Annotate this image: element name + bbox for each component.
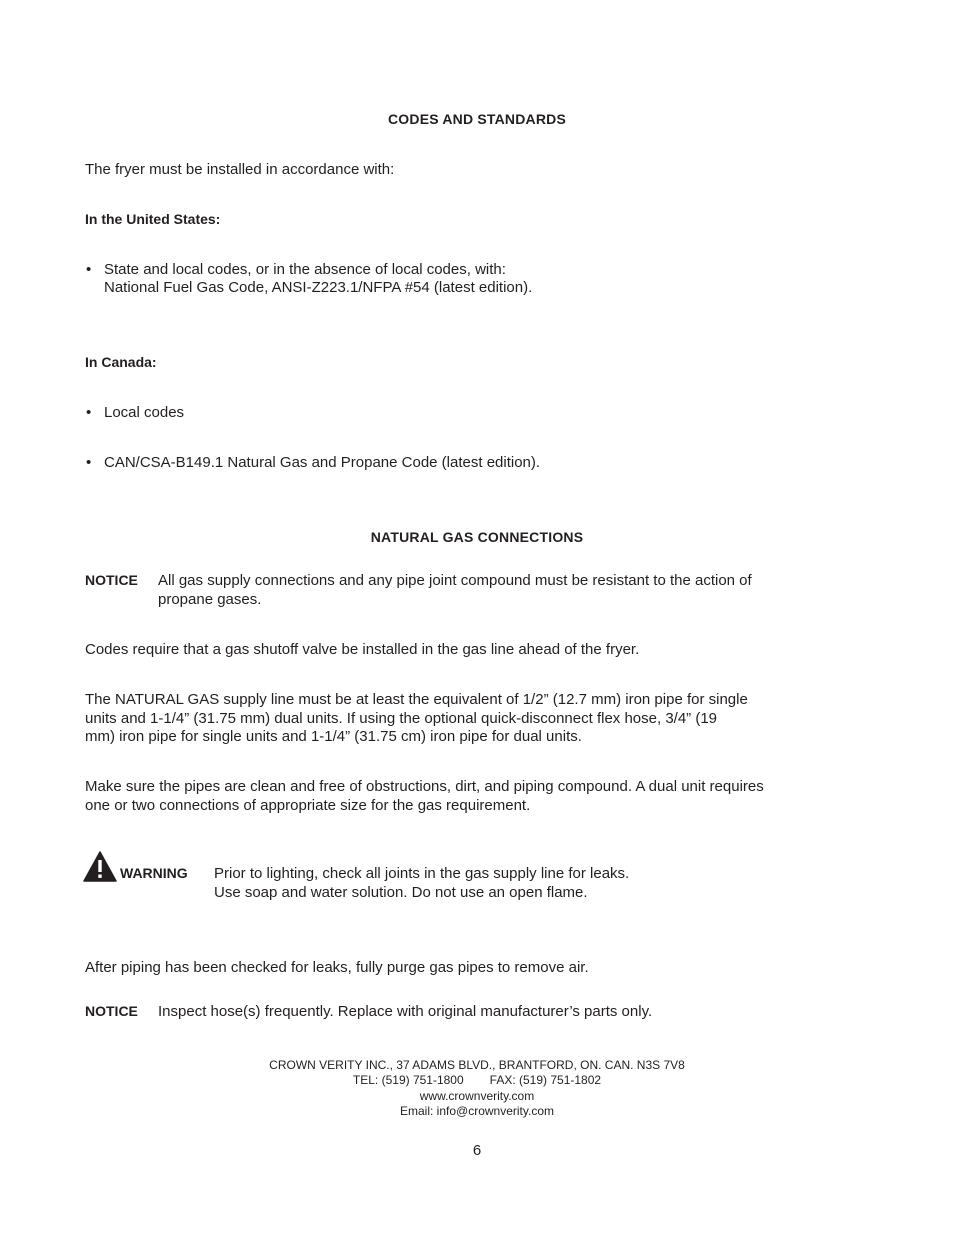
- canada-heading: In Canada:: [85, 354, 157, 370]
- footer-tel: TEL: (519) 751-1800: [352, 1073, 464, 1087]
- notice1-line2: propane gases.: [158, 591, 262, 608]
- canada-bullet2: CAN/CSA-B149.1 Natural Gas and Propane Code (latest edition).: [104, 454, 541, 471]
- notice-label: NOTICE: [85, 572, 138, 588]
- bullet-dot: •: [86, 261, 92, 278]
- notice1-line1: All gas supply connections and any pipe joint compound must be resistant to the action of: [158, 572, 752, 589]
- para-pipes-clean-2: one or two connections of appropriate size for the gas requirement.: [85, 797, 531, 814]
- warning-triangle-icon: [83, 851, 117, 882]
- warning-label: WARNING: [120, 865, 188, 881]
- warning-line1: Prior to lighting, check all joints in the gas supply line for leaks.: [214, 865, 630, 882]
- us-bullet-line1: State and local codes, or in the absence of local codes, with:: [104, 261, 506, 278]
- canada-bullet1: Local codes: [104, 404, 185, 421]
- footer-fax: FAX: (519) 751-1802: [489, 1073, 602, 1087]
- para-supply-line-3: mm) iron pipe for single units and 1-1/4” (31.75 cm) iron pipe for dual units.: [85, 728, 582, 745]
- para-supply-line-2: units and 1-1/4” (31.75 mm) dual units. If using the optional quick-disconnect flex hose, 3/4” (19: [85, 710, 718, 727]
- footer-website[interactable]: www.crownverity.com: [419, 1089, 535, 1103]
- para-purge: After piping has been checked for leaks, fully purge gas pipes to remove air.: [85, 959, 589, 976]
- footer-address: CROWN VERITY INC., 37 ADAMS BLVD., BRANTFORD, ON. CAN. N3S 7V8: [269, 1058, 685, 1072]
- footer-phone: [0, 1073, 954, 1089]
- bullet-dot: •: [86, 454, 92, 471]
- notice-label: NOTICE: [85, 1003, 138, 1019]
- section-title-codes: CODES AND STANDARDS: [387, 111, 567, 127]
- page-number: 6: [472, 1142, 482, 1159]
- para-supply-line-1: The NATURAL GAS supply line must be at least the equivalent of 1/2” (12.7 mm) iron pipe for single: [85, 691, 748, 708]
- para-pipes-clean-1: Make sure the pipes are clean and free of obstructions, dirt, and piping compound. A dual unit requires: [85, 778, 764, 795]
- para-shutoff-valve: Codes require that a gas shutoff valve be installed in the gas line ahead of the fryer.: [85, 641, 640, 658]
- bullet-dot: •: [86, 404, 92, 421]
- intro-text: The fryer must be installed in accordance with:: [85, 161, 395, 178]
- us-heading: In the United States:: [85, 211, 221, 227]
- notice2-text: Inspect hose(s) frequently. Replace with original manufacturer’s parts only.: [158, 1003, 653, 1020]
- section-title-natural-gas: NATURAL GAS CONNECTIONS: [370, 529, 584, 545]
- us-bullet-line2: National Fuel Gas Code, ANSI-Z223.1/NFPA #54 (latest edition).: [104, 279, 533, 296]
- footer-email[interactable]: Email: info@crownverity.com: [400, 1104, 554, 1118]
- warning-line2: Use soap and water solution. Do not use an open flame.: [214, 884, 588, 901]
